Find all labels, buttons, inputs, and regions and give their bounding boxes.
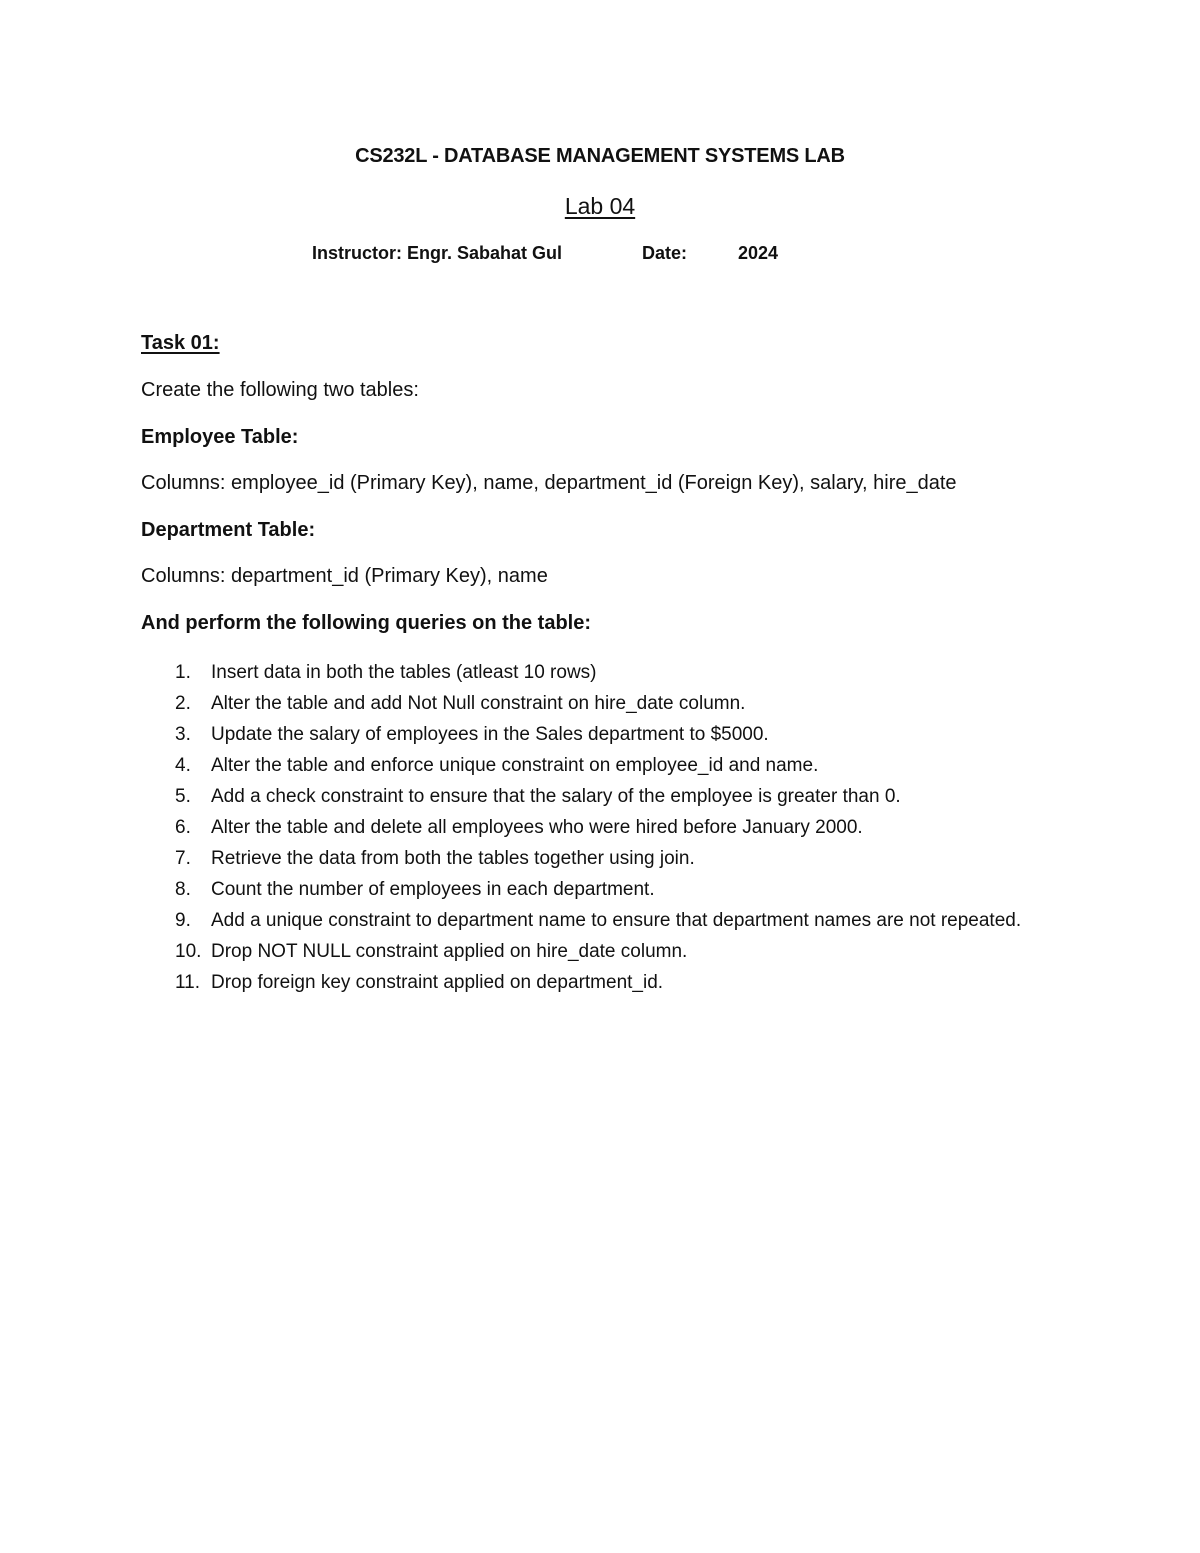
list-item (141, 874, 1061, 905)
list-item (141, 967, 1061, 998)
list-item (141, 905, 1061, 936)
list-item-text: Alter the table and add Not Null constraint on hire_date column. (211, 693, 746, 714)
list-item-number: 8. (175, 879, 191, 900)
list-item-text: Insert data in both the tables (atleast 10 rows) (211, 662, 597, 683)
employee-table-columns: Columns: employee_id (Primary Key), name, department_id (Foreign Key), salary, hire_date (141, 472, 957, 494)
list-item (141, 812, 1061, 843)
list-item (141, 843, 1061, 874)
list-item-number: 5. (175, 786, 191, 807)
list-item (141, 657, 1061, 688)
employee-table-heading: Employee Table: (141, 426, 299, 448)
query-list (141, 657, 1061, 998)
course-title: CS232L - DATABASE MANAGEMENT SYSTEMS LAB (355, 145, 845, 167)
queries-heading: And perform the following queries on the table: (141, 612, 592, 634)
instructor-label: Instructor: Engr. Sabahat Gul (312, 243, 563, 263)
list-item-number: 7. (175, 848, 191, 869)
list-item (141, 719, 1061, 750)
list-item-text: Drop NOT NULL constraint applied on hire_date column. (211, 941, 688, 962)
list-item-number: 1. (175, 662, 191, 683)
list-item-text: Alter the table and delete all employees who were hired before January 2000. (211, 817, 863, 838)
list-item-text: Drop foreign key constraint applied on department_id. (211, 972, 664, 993)
date-value: 2024 (738, 243, 779, 263)
list-item-text: Retrieve the data from both the tables together using join. (211, 848, 695, 869)
list-item-text: Count the number of employees in each department. (211, 879, 655, 900)
list-item-text: Update the salary of employees in the Sales department to $5000. (211, 724, 769, 745)
list-item-number: 4. (175, 755, 191, 776)
list-item-number: 3. (175, 724, 191, 745)
list-item-number: 2. (175, 693, 191, 714)
list-item (141, 750, 1061, 781)
department-table-columns: Columns: department_id (Primary Key), name (141, 565, 548, 587)
list-item-number: 6. (175, 817, 191, 838)
department-table-heading: Department Table: (141, 519, 316, 541)
list-item-number: 11. (175, 972, 201, 993)
list-item (141, 781, 1061, 812)
list-item-text: Add a unique constraint to department name to ensure that department names are not repeated. (211, 910, 1022, 931)
list-item-text: Alter the table and enforce unique constraint on employee_id and name. (211, 755, 819, 776)
list-item-number: 10. (175, 941, 202, 962)
list-item (141, 688, 1061, 719)
task-heading: Task 01: (141, 332, 220, 354)
task-intro: Create the following two tables: (141, 379, 419, 401)
list-item-text: Add a check constraint to ensure that the salary of the employee is greater than 0. (211, 786, 901, 807)
lab-title: Lab 04 (564, 193, 636, 219)
list-item-number: 9. (175, 910, 191, 931)
date-label: Date: (642, 243, 688, 263)
list-item (141, 936, 1061, 967)
